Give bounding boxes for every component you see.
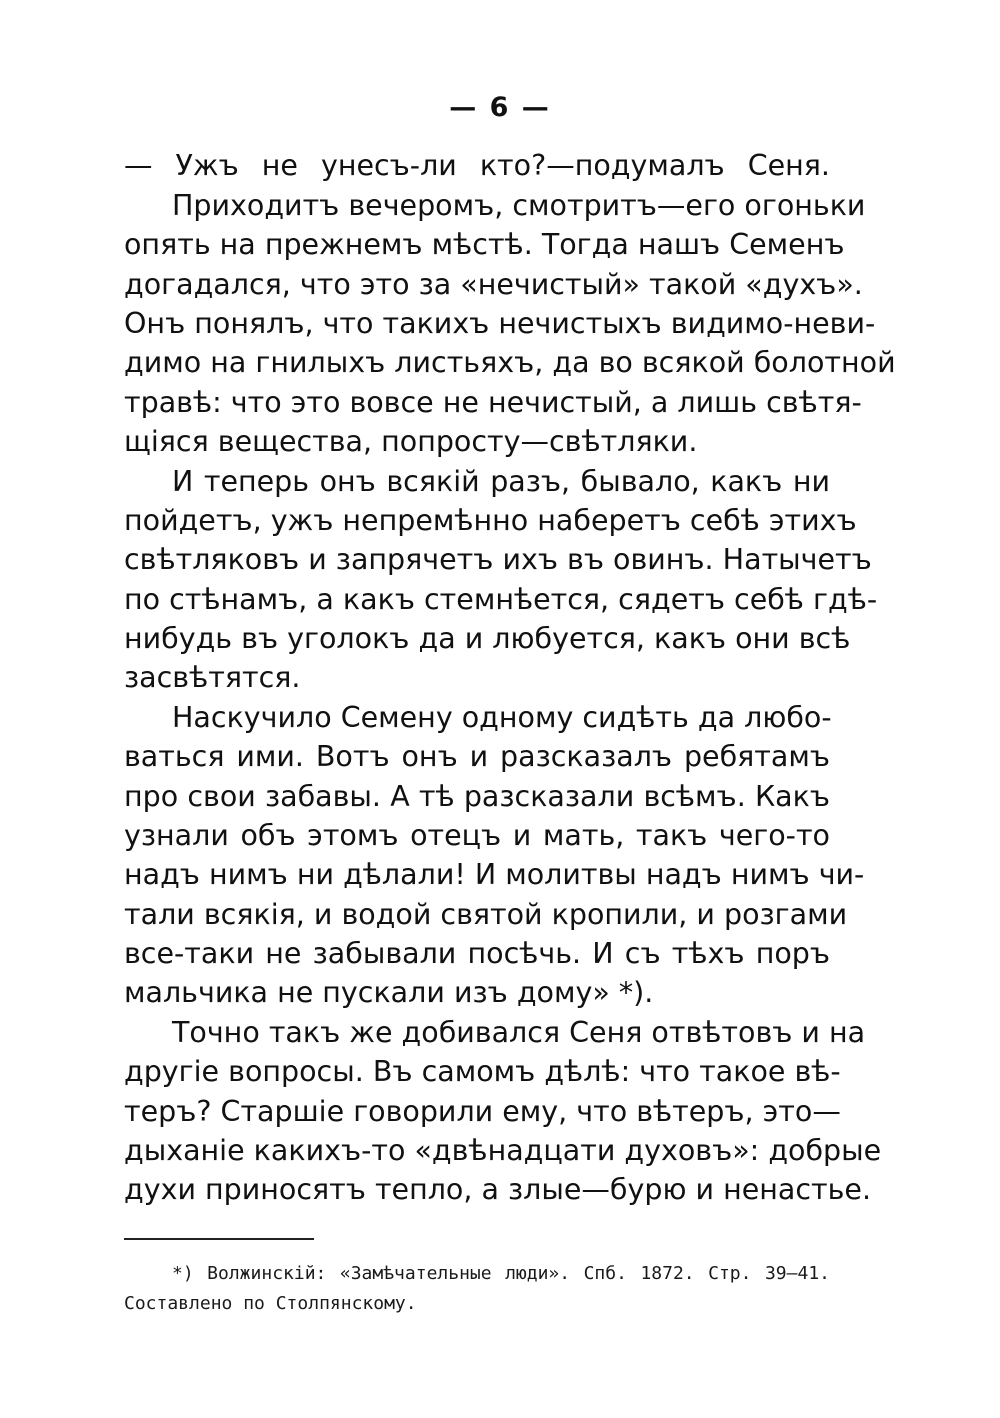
text-line: Онъ понялъ, что такихъ нечистыхъ видимо-неви- <box>124 307 876 340</box>
text-line: догадался, что это за «нечистый» такой «духъ». <box>124 268 863 301</box>
text-line: опять на прежнемъ мѣстѣ. Тогда нашъ Семенъ <box>124 228 845 261</box>
text-line: И теперь онъ всякій разъ, бывало, какъ ни <box>172 465 830 498</box>
text-line: духи приносятъ тепло, а злые—бурю и ненастье. <box>124 1173 872 1206</box>
text-line: мальчика не пускали изъ дому» *). <box>124 976 654 1009</box>
text-line: теръ? Старшіе говорили ему, что вѣтеръ, это— <box>124 1095 841 1128</box>
text-line: — Ужъ не унесъ-ли кто?—подумалъ Сеня. <box>124 149 830 182</box>
text-line: ваться ими. Вотъ онъ и разсказалъ ребятамъ <box>124 740 830 773</box>
footnote-rule <box>124 1238 314 1240</box>
footnote-line: Составлено по Столпянскому. <box>124 1293 417 1314</box>
text-line: засвѣтятся. <box>124 661 301 694</box>
text-line: нибудь въ уголокъ да и любуется, какъ они всѣ <box>124 622 851 655</box>
text-line: про свои забавы. А тѣ разсказали всѣмъ. Какъ <box>124 780 830 813</box>
text-line: надъ нимъ ни дѣлали! И молитвы надъ нимъ чи- <box>124 858 865 891</box>
text-line: травѣ: что это вовсе не нечистый, а лишь свѣтя- <box>124 386 862 419</box>
text-line: все-таки не забывали посѣчь. И съ тѣхъ поръ <box>124 937 830 970</box>
text-line: Приходитъ вечеромъ, смотритъ—его огоньки <box>172 189 866 222</box>
page-number: — 6 — <box>449 92 551 123</box>
text-line: свѣтляковъ и запрячетъ ихъ въ овинъ. Натычетъ <box>124 543 872 576</box>
footnote-line: *) Волжинскій: «Замѣчательные люди». Спб. 1872. Стр. 39—41. <box>172 1263 830 1284</box>
text-line: узнали объ этомъ отецъ и мать, такъ чего-то <box>124 819 830 852</box>
text-line: димо на гнилыхъ листьяхъ, да во всякой болотной <box>124 346 896 379</box>
text-line: щіяся вещества, попросту—свѣтляки. <box>124 425 698 458</box>
text-line: дыханіе какихъ-то «двѣнадцати духовъ»: добрые <box>124 1134 882 1167</box>
text-line: тали всякія, и водой святой кропили, и розгами <box>124 898 848 931</box>
text-line: пойдетъ, ужъ непремѣнно наберетъ себѣ этихъ <box>124 504 857 537</box>
text-line: по стѣнамъ, а какъ стемнѣется, сядетъ себѣ гдѣ- <box>124 583 878 616</box>
text-line: другіе вопросы. Въ самомъ дѣлѣ: что такое вѣ- <box>124 1055 841 1088</box>
text-line: Точно такъ же добивался Сеня отвѣтовъ и на <box>172 1016 866 1049</box>
text-line: Наскучило Семену одному сидѣть да любо- <box>172 701 832 734</box>
